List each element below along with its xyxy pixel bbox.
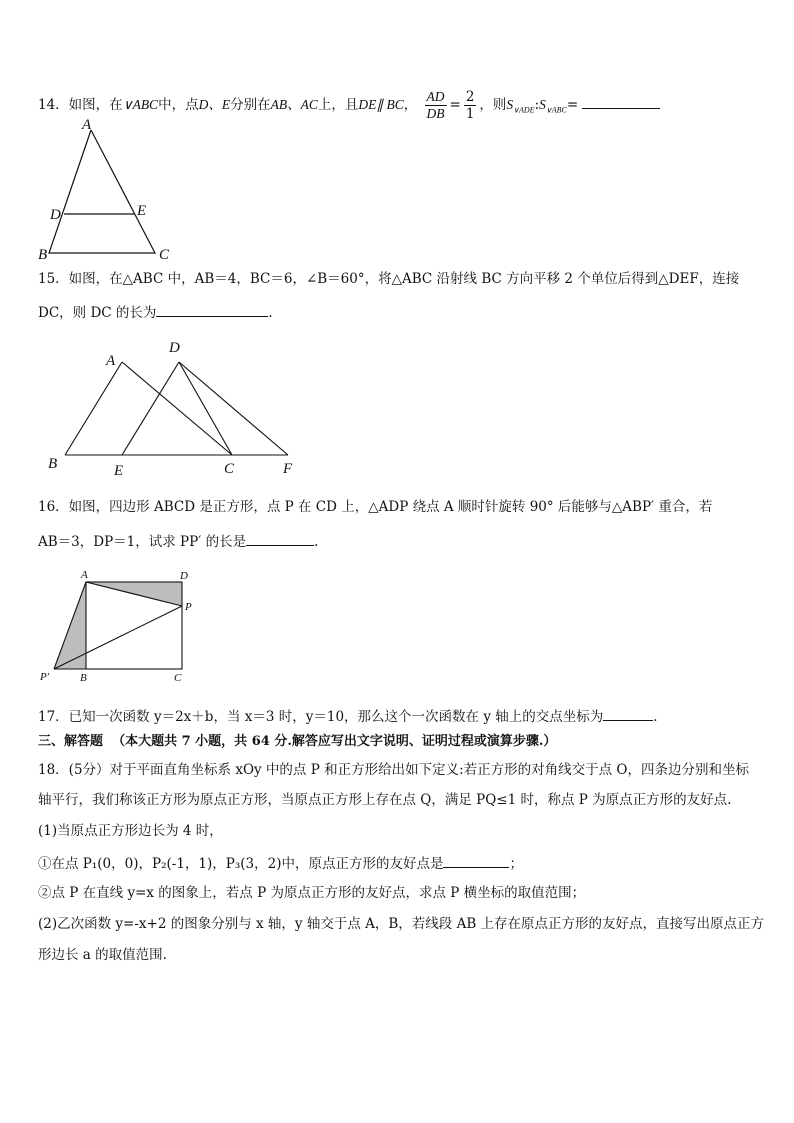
- q18-line2: 轴平行，我们称该正方形为原点正方形，当原点正方形上存在点 Q，满足 PQ≤1 时，称点 P 为原点正方形的友好点.: [38, 792, 732, 808]
- label-c: C: [159, 247, 170, 263]
- label-p: P: [185, 601, 192, 613]
- label-f: F: [283, 461, 293, 477]
- section-title: 三、解答题: [38, 734, 104, 749]
- label-c: C: [224, 461, 235, 477]
- q18-sub1-text: ①在点 P₁(0，0)，P₂(-1，1)，P₃(3，2)中，原点正方形的友好点是: [38, 856, 444, 872]
- figure-14-triangle: [30, 118, 200, 268]
- answer-blank[interactable]: [443, 853, 509, 868]
- q14-fraction-2-1: [464, 89, 477, 122]
- q14-middle2: 分别在: [230, 97, 271, 113]
- section-3-header: [38, 733, 556, 751]
- answer-blank[interactable]: [156, 302, 268, 317]
- label-d: D: [180, 570, 188, 582]
- label-b: B: [80, 672, 87, 684]
- segment-de: [122, 362, 179, 455]
- q14-points: D、E: [198, 97, 231, 112]
- q14-fraction-ad-db: [425, 89, 447, 122]
- q14-middle3: 上，且: [317, 97, 359, 113]
- label-a: A: [81, 569, 88, 581]
- label-e: E: [137, 203, 147, 219]
- q18-part1: (1)当原点正方形边长为 4 时，: [38, 823, 223, 839]
- q15-line1: 15．如图，在△ABC 中，AB＝4，BC＝6，∠B＝60°，将△ABC 沿射线 BC 方向平移 2 个单位后得到△DEF，连接: [38, 271, 740, 287]
- q14-equals-2: =: [566, 97, 579, 113]
- q14-middle: 中，点: [158, 97, 199, 113]
- section-description: （本大题共 7 小题，共 64 分.解答应写出文字说明、证明过程或演算步骤.）: [112, 734, 557, 749]
- q14-condition: DE∥ BC: [358, 97, 404, 112]
- q14-then: ，则: [479, 97, 507, 113]
- q15-text: DC，则 DC 的长为: [38, 305, 157, 321]
- q14-sides: AB、AC: [270, 97, 318, 112]
- q14-comma: ，: [403, 97, 418, 113]
- q18-line1: 18．(5分）对于平面直角坐标系 xOy 中的点 P 和正方形给出如下定义:若正方形的对角线交于点 O，四条边分别和坐标: [38, 762, 749, 778]
- label-c: C: [174, 672, 182, 684]
- segment-dc: [179, 362, 232, 455]
- q14-equals: =: [449, 97, 461, 113]
- q16-period: .: [314, 534, 319, 550]
- q14-area-sub: ∨ADE: [513, 105, 535, 115]
- q16-line1: 16．如图，四边形 ABCD 是正方形，点 P 在 CD 上，△ADP 绕点 A 顺时针旋转 90° 后能够与△ABP′ 重合，若: [38, 499, 713, 515]
- frac-numerator: 2: [465, 89, 475, 105]
- segment-df: [179, 362, 288, 455]
- label-d: D: [50, 207, 61, 223]
- label-b: B: [38, 247, 48, 263]
- frac-denominator: 1: [465, 106, 475, 122]
- q17-text: 17．已知一次函数 y＝2x＋b，当 x＝3 时，y＝10，那么这个一次函数在 y 轴上的交点坐标为: [38, 709, 604, 725]
- q14-prefix: 14．如图，在: [38, 97, 123, 113]
- label-b: B: [48, 456, 58, 472]
- q18-part2-line1: (2)乙次函数 y=-x+2 的图象分别与 x 轴，y 轴交于点 A，B，若线段 AB 上存在原点正方形的友好点，直接写出原点正方: [38, 916, 765, 932]
- frac-denominator: DB: [426, 106, 445, 121]
- triangle-abc: [49, 130, 155, 253]
- q15-line2: [38, 302, 273, 322]
- figure-15-translation: [40, 335, 310, 480]
- segment-ab: [65, 362, 122, 455]
- label-p-prime: P′: [40, 671, 50, 683]
- label-d: D: [169, 340, 180, 356]
- figure-16-square-rotation: [38, 565, 208, 685]
- q16-line2: [38, 531, 318, 551]
- q14-area-sub-2: ∨ABC: [545, 105, 567, 115]
- q14-colon: :: [534, 97, 540, 113]
- answer-blank[interactable]: [582, 94, 660, 109]
- q17-period: .: [653, 709, 658, 725]
- q18-part2-line2: 形边长 a 的取值范围.: [38, 947, 167, 963]
- label-a: A: [106, 353, 116, 369]
- label-e: E: [114, 463, 124, 479]
- q17-line: [38, 706, 658, 726]
- q18-sub1-semicolon: ；: [509, 856, 523, 872]
- q18-sub2: ②点 P 在直线 y=x 的图象上，若点 P 为原点正方形的友好点，求点 P 横坐标的取值范围；: [38, 885, 586, 901]
- q16-text: AB＝3，DP＝1，试求 PP′ 的长是: [38, 534, 247, 550]
- answer-blank[interactable]: [246, 531, 314, 546]
- q14-area-symbol: S: [506, 97, 514, 112]
- label-a: A: [82, 117, 92, 133]
- q18-sub1: [38, 853, 523, 873]
- q14-triangle: ∨ABC: [122, 97, 159, 112]
- answer-blank[interactable]: [603, 706, 653, 721]
- segment-ac: [122, 362, 232, 455]
- q15-period: .: [268, 305, 273, 321]
- q14-area-symbol-2: S: [539, 97, 546, 112]
- frac-numerator: AD: [426, 89, 445, 104]
